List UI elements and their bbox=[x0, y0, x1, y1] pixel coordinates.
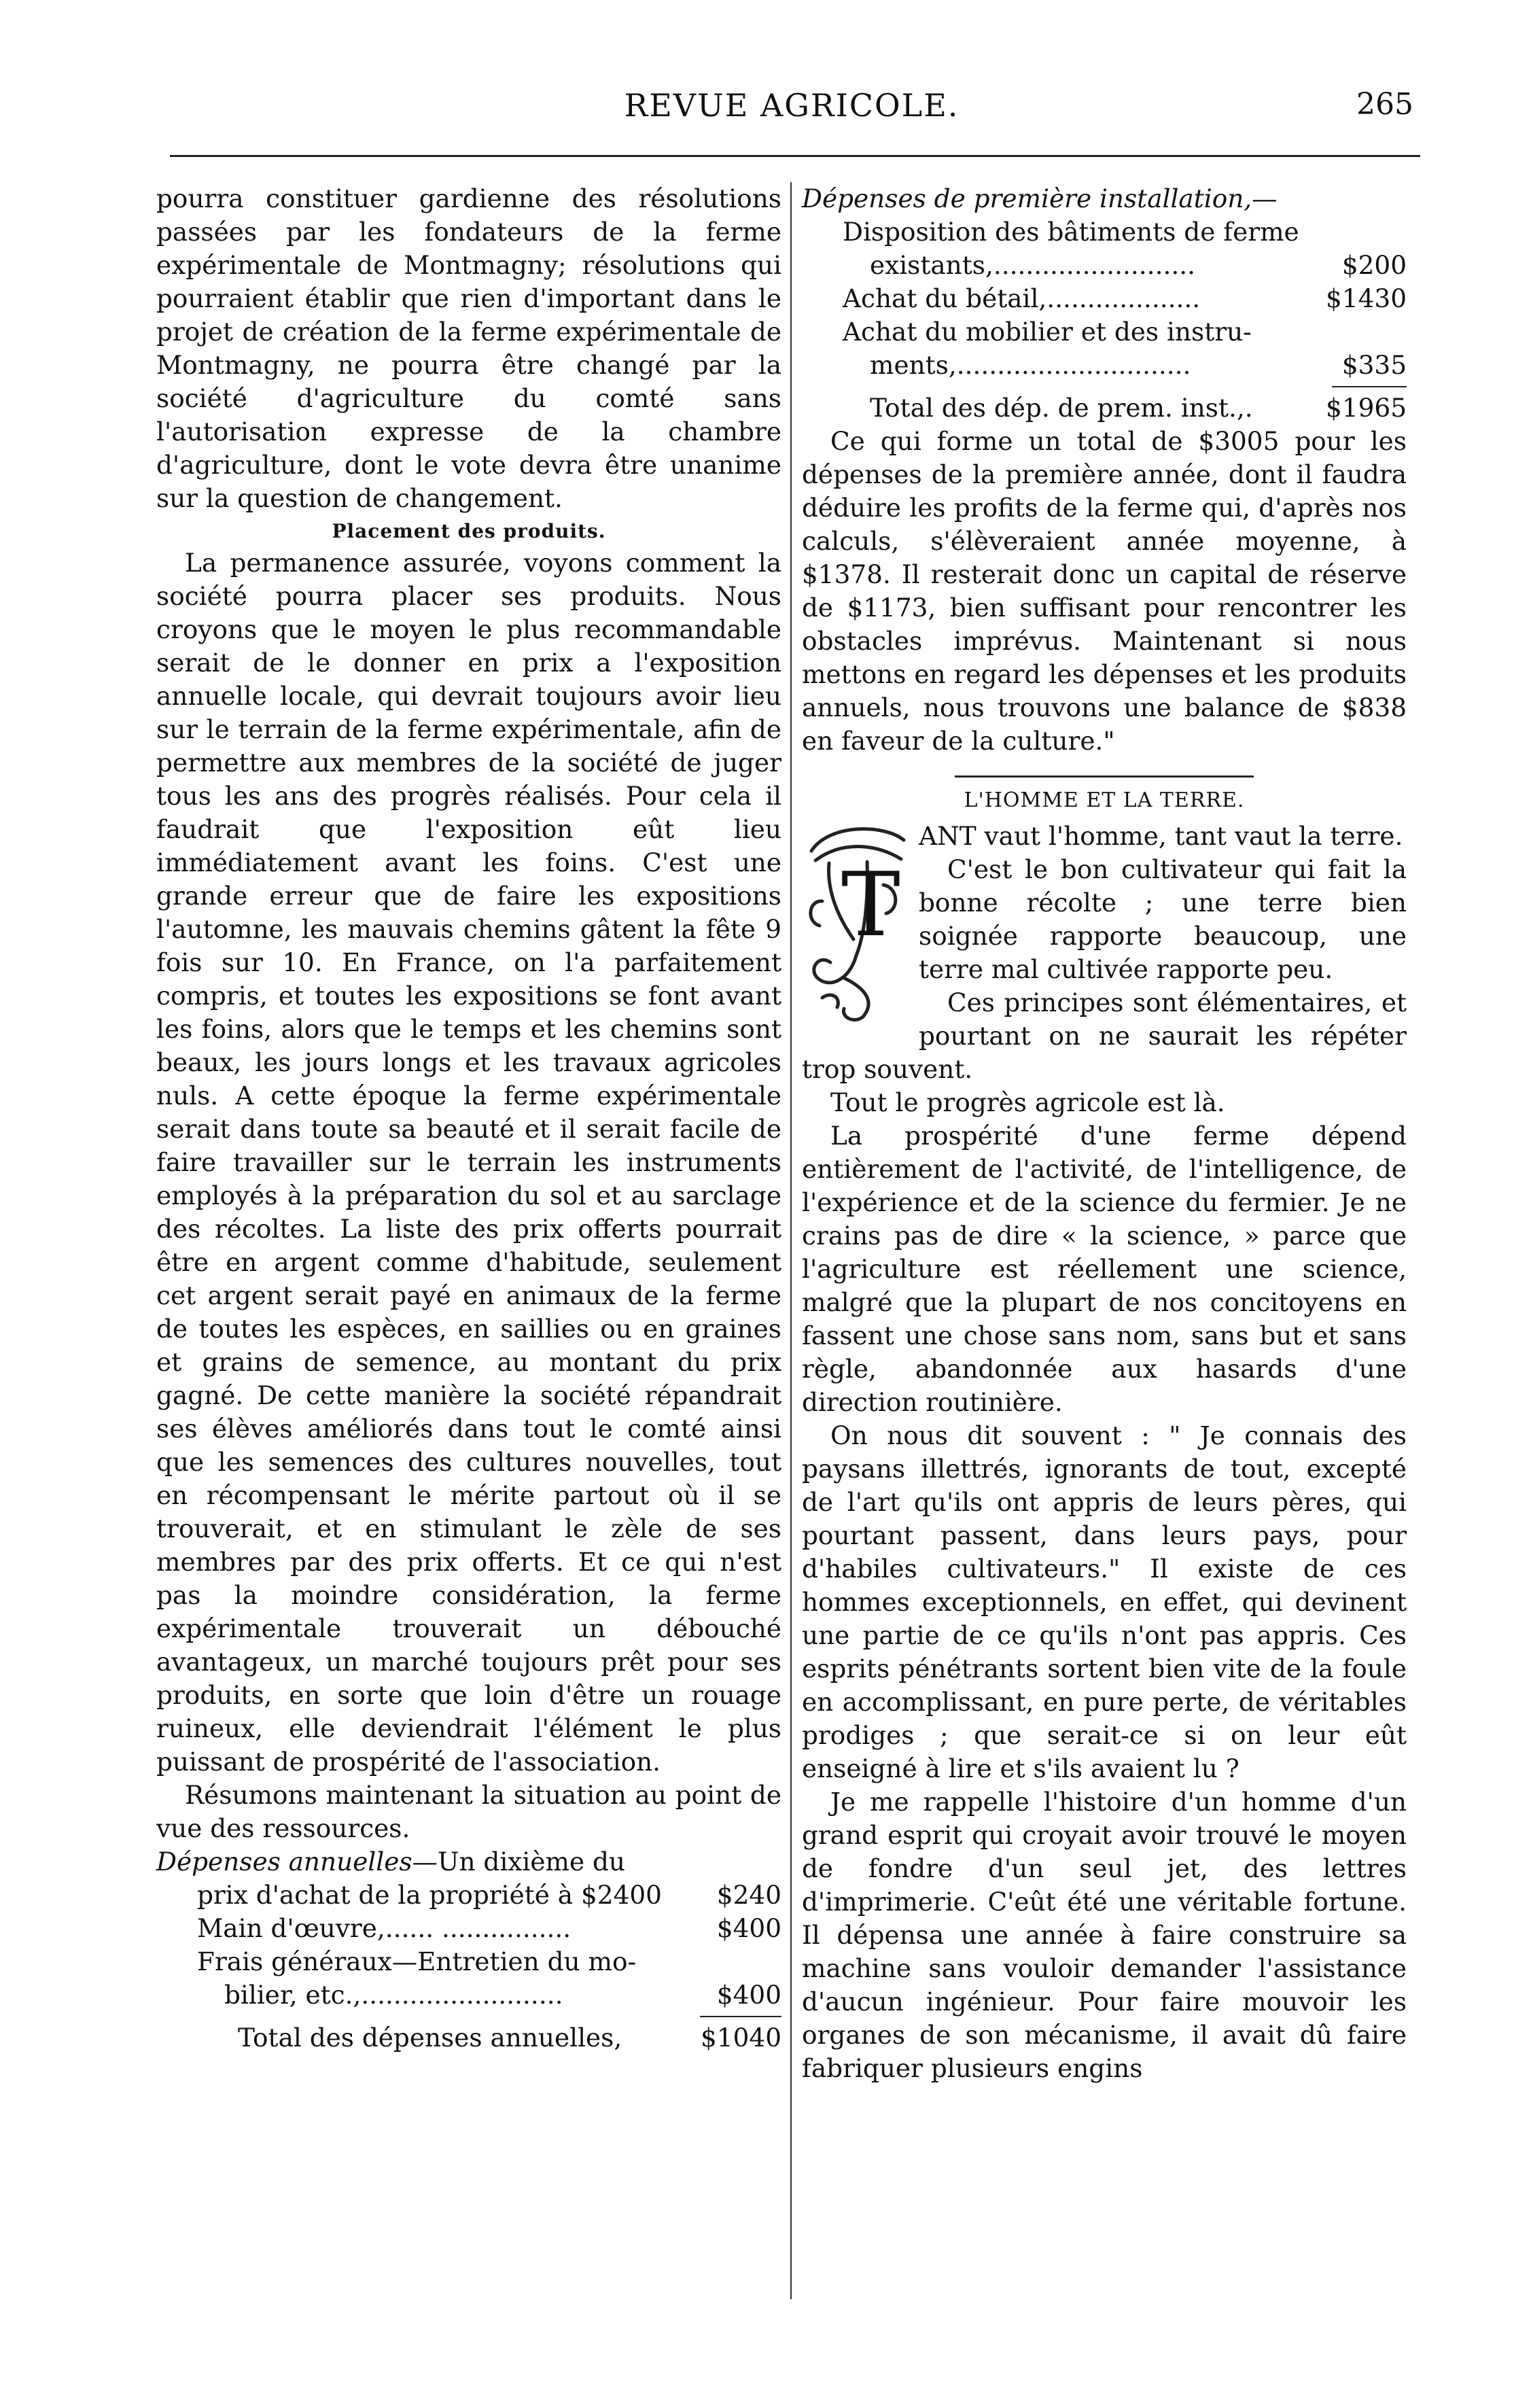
paragraph: ANT vaut l'homme, tant vaut la terre. bbox=[919, 821, 1403, 851]
total-amount: $1040 bbox=[701, 2023, 781, 2053]
subheading: Placement des produits. bbox=[332, 520, 606, 542]
total-amount: $1965 bbox=[1326, 393, 1407, 423]
drop-letter: T bbox=[841, 853, 900, 956]
paragraph: pourra constituer gardienne des résolutions passées par les fondateurs de la ferme expérimentale de Montmagny; résolutions qui pourraient établir que rien d'important dans le projet de création de la ferme expérimentale de Montmagny, ne pourra être changé par la société d'agriculture du comté sans l'autorisation expresse de la chambre d'agriculture, dont le vote devra être unanime sur la question de changement. bbox=[156, 184, 781, 513]
expense-label: ments,............................. bbox=[870, 350, 1191, 380]
paragraph: On nous dit souvent : " Je connais des paysans illettrés, ignorants de tout, excepté de l'art qu'ils ont appris de leurs pères, qui pourtant passent, dans leurs pays, pour d'habiles cultivateurs." Il existe de ces hommes exceptionnels, en effet, qui devinent une partie de ce qu'ils n'ont pas appris. Ces esprits pénétrants sortent bien vite de la foule en accomplissant, en pure perte, de véritables prodiges ; que serait-ce si on leur eût enseigné à lire et s'ils avaient lu ? bbox=[802, 1420, 1407, 1783]
installation-expenses bbox=[802, 182, 1407, 425]
expense-amount: $335 bbox=[1341, 350, 1407, 380]
expense-line bbox=[802, 315, 1407, 349]
paragraph: Ces principes sont élémentaires, et pourtant on ne saurait les répéter trop souvent. bbox=[802, 988, 1407, 1084]
ornamental-initial-t-icon bbox=[802, 820, 909, 1024]
sum-rule bbox=[700, 2016, 781, 2017]
expense-line bbox=[156, 1912, 781, 1945]
expense-line bbox=[156, 1945, 781, 1978]
paragraph: Résumons maintenant la situation au point de vue des ressources. bbox=[156, 1780, 781, 1843]
expense-amount: $240 bbox=[716, 1880, 781, 1910]
paragraph: Je me rappelle l'histoire d'un homme d'un grand esprit qui croyait avoir trouvé le moyen de fondre d'un seul jet, des lettres d'imprimerie. C'eût été une véritable fortune. Il dépensa une année à faire construire sa machine sans vouloir demander l'assistance d'aucun ingénieur. Pour faire mouvoir les organes de son mécanisme, il avait dû faire fabriquer plusieurs engins bbox=[802, 1787, 1407, 2083]
left-column bbox=[156, 182, 781, 2055]
expense-label: Frais généraux—Entretien du mo- bbox=[197, 1947, 637, 1976]
expense-label: existants,......................... bbox=[870, 250, 1195, 280]
article-opening bbox=[802, 820, 1407, 1086]
expense-label: prix d'achat de la propriété à $2400 bbox=[197, 1880, 662, 1910]
expense-line bbox=[156, 1978, 781, 2012]
right-column bbox=[802, 182, 1407, 2085]
total-label: Total des dépenses annuelles, bbox=[238, 2023, 622, 2053]
expense-label: Achat du mobilier et des instru- bbox=[843, 317, 1252, 347]
section-title: L'HOMME ET LA TERRE. bbox=[964, 788, 1245, 812]
journal-title: REVUE AGRICOLE. bbox=[624, 87, 960, 124]
annual-expenses bbox=[156, 1845, 781, 2055]
expense-line bbox=[802, 215, 1407, 249]
expense-line bbox=[802, 249, 1407, 282]
header-rule bbox=[170, 155, 1420, 157]
total-label: Total des dép. de prem. inst.,. bbox=[870, 393, 1253, 423]
expense-label: bilier, etc.,......................... bbox=[224, 1980, 563, 2010]
expense-amount: $400 bbox=[716, 1980, 781, 2010]
expense-line bbox=[802, 349, 1407, 382]
expense-heading-line bbox=[802, 182, 1407, 215]
ornamental-initial bbox=[802, 820, 909, 1024]
expense-amount: $1430 bbox=[1326, 283, 1407, 313]
paragraph: C'est le bon cultivateur qui fait la bonne récolte ; une terre bien soignée rapporte beaucoup, une terre mal cultivée rapporte peu. bbox=[919, 854, 1407, 984]
sum-rule bbox=[1332, 386, 1407, 387]
expense-amount: $200 bbox=[1341, 250, 1407, 280]
column-divider bbox=[790, 182, 792, 2299]
expense-line bbox=[802, 282, 1407, 315]
expense-heading: Dépenses annuelles bbox=[156, 1847, 412, 1877]
paragraph: La prospérité d'une ferme dépend entièrement de l'activité, de l'intelligence, de l'expérience et de la science du fermier. Je ne crains pas de dire « la science, » parce que l'agriculture est réellement une science, malgré que la plupart de nos concitoyens en fassent une chose sans nom, sans but et sans règle, abandonnée aux hasards d'une direction routinière. bbox=[802, 1121, 1407, 1417]
expense-total bbox=[156, 2021, 781, 2055]
paragraph: Ce qui forme un total de $3005 pour les dépenses de la première année, dont il faudra déduire les profits de la ferme qui, d'après nos calculs, s'élèveraient année moyenne, à $1378. Il resterait donc un capital de réserve de $1173, bien suffisant pour rencontrer les obstacles imprévus. Maintenant si nous mettons en regard les dépenses et les produits annuels, nous trouvons une balance de $838 en faveur de la culture." bbox=[802, 426, 1407, 756]
expense-label: Main d'œuvre,...... ................ bbox=[197, 1913, 571, 1943]
expense-total bbox=[802, 391, 1407, 425]
expense-line bbox=[156, 1879, 781, 1912]
page-number: 265 bbox=[1356, 87, 1413, 122]
expense-label: Disposition des bâtiments de ferme bbox=[843, 217, 1299, 247]
expense-amount: $400 bbox=[716, 1913, 781, 1943]
expense-label: Un dixième du bbox=[437, 1847, 625, 1877]
paragraph: Tout le progrès agricole est là. bbox=[830, 1087, 1225, 1117]
running-header bbox=[170, 87, 1413, 141]
dash: — bbox=[412, 1847, 438, 1877]
expense-heading: Dépenses de première installation,— bbox=[802, 184, 1278, 213]
expense-heading-line bbox=[156, 1845, 781, 1879]
expense-label: Achat du bétail,................... bbox=[843, 283, 1201, 313]
paragraph: La permanence assurée, voyons comment la société pourra placer ses produits. Nous croyons que le moyen le plus recommandable serait de le donner en prix a l'exposition annuelle locale, qui devrait toujours avoir lieu sur le terrain de la ferme expérimentale, afin de permettre aux membres de la société de juger tous les ans des progrès réalisés. Pour cela il faudrait que l'exposition eût lieu immédiatement avant les foins. C'est une grande erreur que de faire les expositions l'automne, les mauvais chemins gâtent la fête 9 fois sur 10. En France, on l'a parfaitement compris, et toutes les expositions se font avant les foins, alors que le temps et les chemins sont beaux, les jours longs et les travaux agricoles nuls. A cette époque la ferme expérimentale serait dans toute sa beauté et il serait facile de faire travailler sur le terrain les instruments employés à la préparation du sol et au sarclage des récoltes. La liste des prix offerts pourrait être en argent comme d'habitude, seulement cet argent serait payé en animaux de la ferme de toutes les espèces, en saillies ou en graines et grains de semence, au montant du prix gagné. De cette manière la société répandrait ses élèves améliorés dans tout le comté ainsi que les semences des cultures nouvelles, tout en récompensant le mérite partout où il se trouverait, et en stimulant le zèle de ses membres par des prix offerts. Et ce qui n'est pas la moindre considération, la ferme expérimentale trouverait un débouché avantageux, un marché toujours prêt pour ses produits, en sorte que loin d'être un rouage ruineux, elle deviendrait l'élément le plus puissant de prospérité de l'association. bbox=[156, 548, 781, 1777]
section-rule bbox=[955, 775, 1254, 778]
